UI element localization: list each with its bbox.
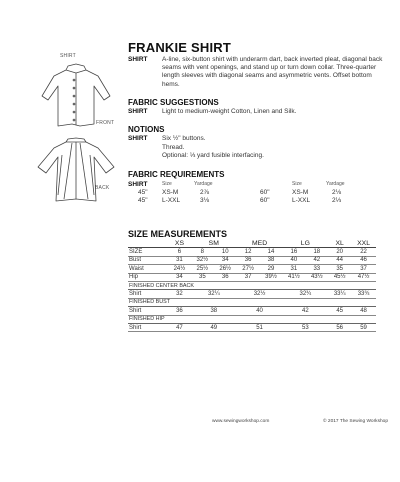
table-cell: 47½ — [351, 273, 376, 281]
yardage-label: Yardage — [194, 180, 213, 187]
table-row — [128, 256, 376, 264]
table-cell: 53 — [282, 323, 328, 331]
pattern-title: FRANKIE SHIRT — [128, 40, 231, 55]
row-label: Waist — [128, 265, 168, 273]
fabric-requirements-table — [128, 181, 390, 221]
website-link[interactable]: www.sewingworkshop.com — [212, 419, 270, 424]
pattern-info — [128, 40, 390, 332]
yardage-value: 3⅛ — [200, 196, 210, 204]
table-row — [128, 307, 376, 315]
size-number: 16 — [282, 248, 305, 256]
table-row — [128, 273, 376, 281]
size-number: 12 — [237, 248, 260, 256]
size-number: 18 — [305, 248, 328, 256]
fabric-suggestions-key: SHIRT — [128, 107, 148, 115]
table-cell: 32¾ — [282, 290, 328, 298]
table-row — [128, 265, 376, 273]
table-cell: 37 — [237, 273, 260, 281]
size-number: 20 — [328, 248, 351, 256]
table-cell: 59 — [351, 323, 376, 331]
size-number: 8 — [191, 248, 214, 256]
table-cell: 39½ — [260, 273, 283, 281]
table-cell: 56 — [328, 323, 351, 331]
yardage-value: 2⅞ — [200, 188, 210, 196]
row-label: Shirt — [128, 307, 168, 315]
table-cell: 33 — [305, 265, 328, 273]
table-cell: 36 — [168, 307, 191, 315]
table-cell: 32 — [168, 290, 191, 298]
fabric-suggestions-heading: FABRIC SUGGESTIONS — [128, 97, 219, 107]
table-cell: 35 — [191, 273, 214, 281]
size-group-row — [128, 240, 376, 248]
table-cell: 34 — [214, 256, 237, 264]
size-label: Size — [292, 180, 302, 187]
size-measurements-table — [128, 240, 376, 333]
notions-heading: NOTIONS — [128, 125, 165, 135]
back-sketch — [28, 133, 124, 207]
row-label: Shirt — [128, 323, 168, 331]
table-cell: 45 — [328, 307, 351, 315]
group-title-row — [128, 298, 376, 306]
table-cell: 26½ — [214, 265, 237, 273]
size-label: Size — [162, 180, 172, 187]
table-cell: 36 — [237, 256, 260, 264]
size-group: LG — [282, 240, 328, 248]
footer — [212, 419, 388, 424]
table-cell: 40 — [282, 256, 305, 264]
table-cell: 32½ — [191, 256, 214, 264]
size-group: SM — [191, 240, 237, 248]
group-title: FINISHED BUST — [128, 298, 376, 306]
table-cell: 51 — [237, 323, 283, 331]
notions-line: Six ½" buttons. — [162, 135, 206, 143]
table-cell: 42 — [282, 307, 328, 315]
table-cell: 40 — [237, 307, 283, 315]
yardage-value: 2⅛ — [332, 188, 342, 196]
size-number: 14 — [260, 248, 283, 256]
table-row — [128, 290, 376, 298]
group-title: FINISHED HIP — [128, 315, 376, 323]
table-cell: 36 — [214, 273, 237, 281]
size-number: 6 — [168, 248, 191, 256]
table-cell: 43½ — [305, 273, 328, 281]
notions-line: Thread. — [162, 143, 185, 151]
fabric-requirements-key: SHIRT — [128, 180, 148, 188]
row-label: SIZE — [128, 248, 168, 256]
size-value: L-XXL — [162, 196, 181, 204]
sketch-label-back: BACK — [95, 185, 110, 191]
table-cell: 37 — [351, 265, 376, 273]
size-value: XS-M — [292, 188, 309, 196]
notions-key: SHIRT — [128, 135, 148, 143]
sketch-label-front: FRONT — [96, 120, 115, 126]
size-group: XL — [328, 240, 351, 248]
table-cell: 33¼ — [328, 290, 351, 298]
description-text: A-line, six-button shirt with underarm dart, back inverted pleat, diagonal back seams with vent openings, and stand up or turn down collar. Three-quarter length sleeves with diagonal seams and asymmetric vents. Offset bottom hems. — [162, 56, 383, 88]
table-cell: 33¾ — [351, 290, 376, 298]
group-title-row — [128, 315, 376, 323]
size-value: L-XXL — [292, 196, 311, 204]
fabric-requirements-heading: FABRIC REQUIREMENTS — [128, 169, 225, 179]
width-value: 45" — [138, 196, 148, 204]
table-cell: 34 — [168, 273, 191, 281]
size-group: XXL — [351, 240, 376, 248]
notions-line: Optional: ⅓ yard fusible interfacing. — [162, 152, 264, 160]
table-cell: 32¼ — [191, 290, 237, 298]
group-title: FINISHED CENTER BACK — [128, 281, 376, 289]
table-cell: 38 — [191, 307, 237, 315]
table-cell: 44 — [328, 256, 351, 264]
table-cell: 47 — [168, 323, 191, 331]
description-key: SHIRT — [128, 56, 148, 63]
fabric-suggestions-text: Light to medium-weight Cotton, Linen and Silk. — [162, 107, 297, 115]
size-group: XS — [168, 240, 191, 248]
table-cell: 48 — [351, 307, 376, 315]
sketch-label-shirt: SHIRT — [60, 53, 76, 59]
table-cell: 27½ — [237, 265, 260, 273]
table-cell: 35 — [328, 265, 351, 273]
table-cell: 29 — [260, 265, 283, 273]
size-group: MED — [237, 240, 283, 248]
table-cell: 31 — [282, 265, 305, 273]
size-measurements-heading: SIZE MEASUREMENTS — [128, 228, 228, 239]
size-value: XS-M — [162, 188, 179, 196]
group-title-row — [128, 281, 376, 289]
notions-row — [128, 135, 390, 161]
row-label: Hip — [128, 273, 168, 281]
table-cell: 46 — [351, 256, 376, 264]
table-cell: 41½ — [282, 273, 305, 281]
table-cell: 31 — [168, 256, 191, 264]
table-cell: 45½ — [328, 273, 351, 281]
row-label: Bust — [128, 256, 168, 264]
table-row — [128, 323, 376, 331]
size-number: 22 — [351, 248, 376, 256]
description-row — [128, 56, 390, 89]
row-label: Shirt — [128, 290, 168, 298]
width-value: 60" — [260, 196, 270, 204]
table-cell: 25½ — [191, 265, 214, 273]
fabric-suggestions-row — [128, 108, 390, 116]
width-value: 45" — [138, 188, 148, 196]
copyright-text: © 2017 The Sewing Workshop — [323, 419, 388, 424]
shirt-back-drawing — [28, 133, 124, 207]
table-cell: 42 — [305, 256, 328, 264]
yardage-value: 2⅓ — [332, 196, 342, 204]
size-number-row — [128, 248, 376, 256]
table-cell: 24½ — [168, 265, 191, 273]
table-cell: 49 — [191, 323, 237, 331]
width-value: 60" — [260, 188, 270, 196]
size-number: 10 — [214, 248, 237, 256]
table-cell: 38 — [260, 256, 283, 264]
table-cell: 32½ — [237, 290, 283, 298]
yardage-label: Yardage — [326, 180, 345, 187]
